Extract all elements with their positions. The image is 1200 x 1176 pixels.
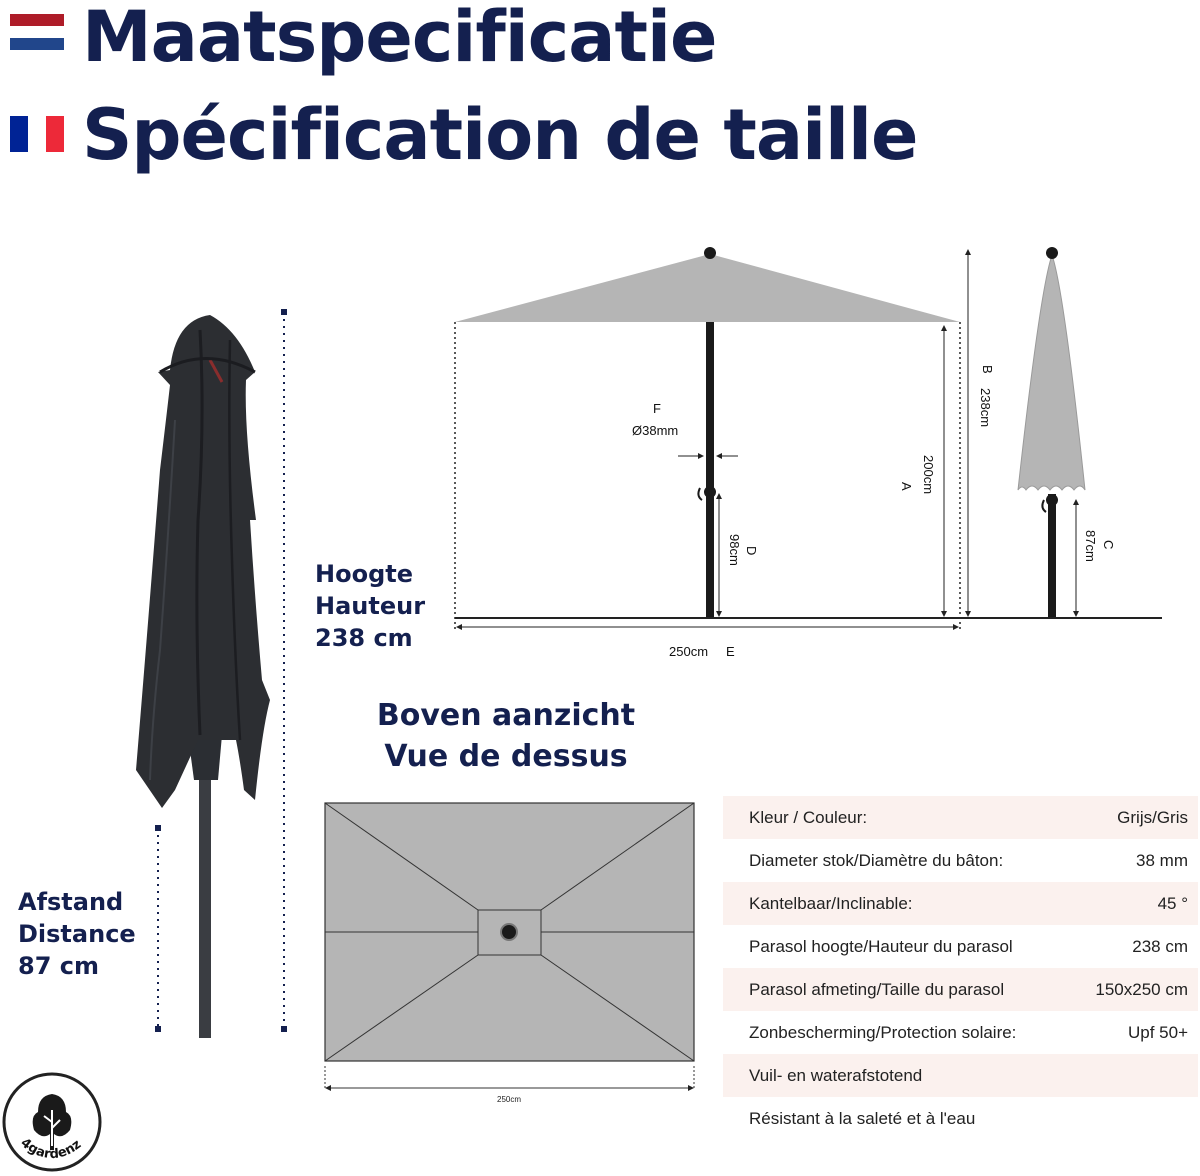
height-value: 238 cm [315,624,413,652]
spec-value: 45 ° [1157,893,1188,913]
c-letter: C [1101,540,1116,550]
e-letter: E [726,644,735,659]
top-view-width-label: 250cm [497,1095,522,1104]
spec-label: Diameter stok/Diamètre du bâton: [749,850,1004,870]
spec-row [723,882,1198,925]
spec-label: Parasol afmeting/Taille du parasol [749,979,1005,999]
spec-label: Parasol hoogte/Hauteur du parasol [749,936,1013,956]
spec-row [723,796,1198,839]
spec-label: Vuil- en waterafstotend [749,1065,923,1085]
spec-value: 150x250 cm [1095,979,1188,999]
a-value: 200cm [921,455,936,495]
spec-label: Résistant à la saleté et à l'eau [749,1108,976,1128]
b-value: 238cm [978,388,993,428]
c-value: 87cm [1083,530,1098,562]
spec-value: 238 cm [1132,936,1188,956]
e-value: 250cm [669,644,709,659]
f-value: Ø38mm [632,423,679,438]
distance-label-fr: Distance [18,920,136,948]
spec-label: Kleur / Couleur: [749,807,868,827]
top-view-title-fr: Vue de dessus [384,739,628,774]
d-value: 98cm [727,534,742,566]
spec-row [723,968,1198,1011]
spec-label: Zonbescherming/Protection solaire: [749,1022,1017,1042]
distance-value: 87 cm [18,952,99,980]
distance-label-nl: Afstand [18,888,124,916]
spec-value: Grijs/Gris [1117,807,1188,827]
spec-row [723,1097,1198,1140]
spec-row [723,1011,1198,1054]
spec-value: 38 mm [1136,850,1188,870]
d-letter: D [744,546,759,556]
spec-label: Kantelbaar/Inclinable: [749,893,913,913]
logo-text: 4gardenz [17,1135,85,1163]
spec-value: Upf 50+ [1127,1022,1188,1042]
b-letter: B [980,365,995,374]
spec-table [723,796,1198,1140]
spec-row [723,925,1198,968]
title-french: Spécification de taille [82,94,918,176]
spec-row [723,1054,1198,1097]
brand-logo [0,1070,104,1174]
height-label-nl: Hoogte [315,560,413,588]
title-dutch: Maatspecificatie [82,0,717,78]
height-label-fr: Hauteur [315,592,426,620]
f-letter: F [653,401,661,416]
spec-row [723,839,1198,882]
a-letter: A [899,482,914,491]
top-view-title-nl: Boven aanzicht [376,698,636,733]
